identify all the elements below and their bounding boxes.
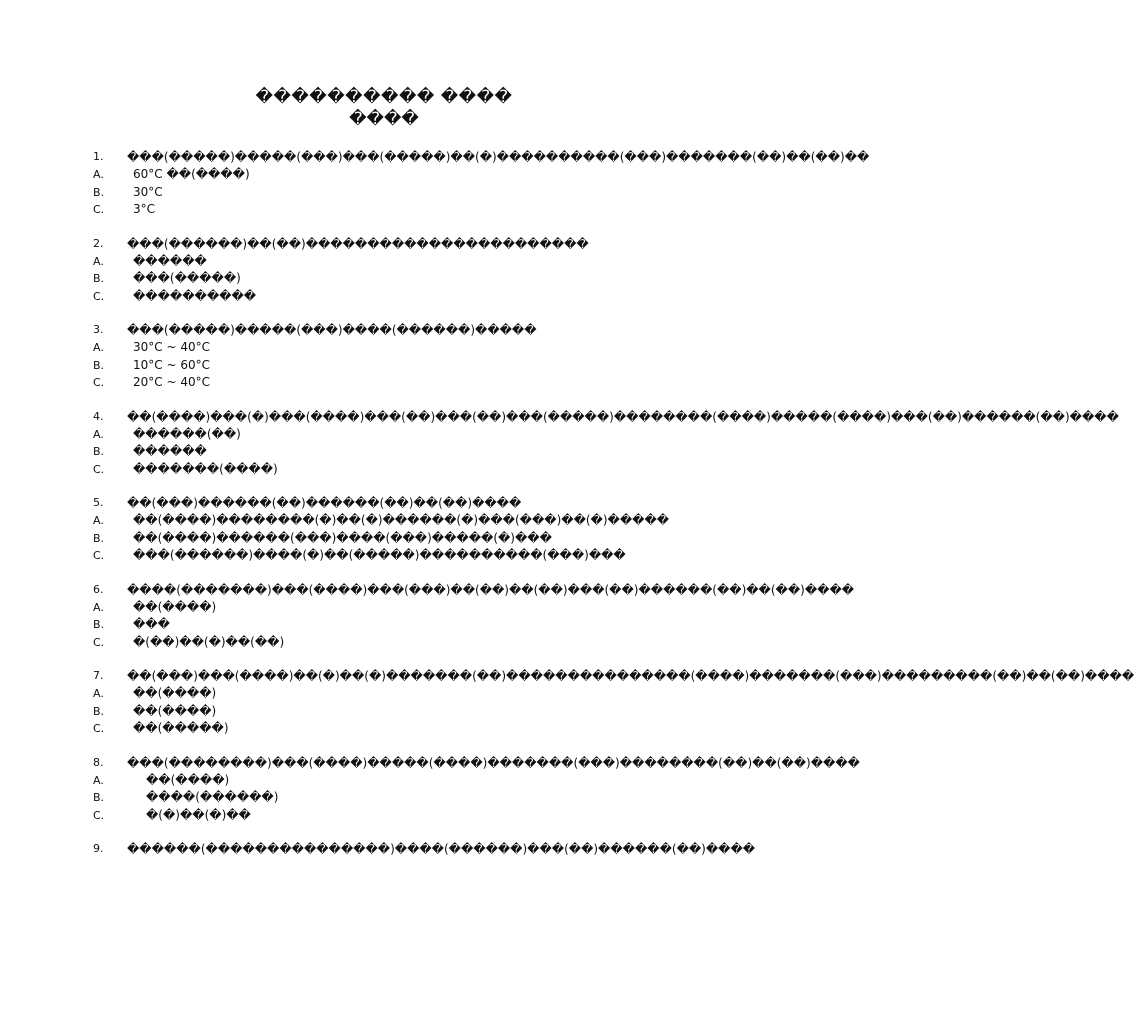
option-text: ��(����)	[133, 686, 217, 700]
answer-option	[93, 339, 675, 357]
question-number: 5.	[93, 496, 104, 509]
option-letter: C.	[93, 549, 105, 562]
option-letter: C.	[93, 635, 105, 649]
answer-option	[93, 270, 675, 288]
option-letter: B.	[93, 791, 105, 804]
answer-option	[93, 634, 675, 652]
answer-option	[93, 461, 675, 479]
option-letter: A.	[93, 687, 104, 700]
document-subtitle: ����	[349, 109, 419, 129]
document-header	[0, 86, 768, 130]
question-list	[93, 148, 1134, 874]
option-letter: A.	[93, 427, 104, 441]
answer-option	[93, 685, 675, 703]
option-text: ��(����)��������(�)��(�)������(�)���(���)��(�)�����	[133, 513, 670, 527]
question-stem	[93, 235, 675, 253]
question-item	[93, 235, 675, 306]
option-letter: A.	[93, 773, 104, 787]
option-text: ��(����)	[133, 703, 217, 718]
option-text: 10°C ~ 60°C	[133, 357, 210, 372]
question-stem	[93, 667, 1134, 685]
question-text: ���(������)��(��)�����������������������	[127, 236, 589, 251]
option-text: ������(��)	[133, 426, 241, 441]
question-text: ��(����)���(�)���(����)���(��)���(��)���(�����)��������(����)�����(����)���(��)������(��)����	[127, 409, 1119, 424]
option-text: ����������	[133, 288, 257, 303]
answer-option	[93, 253, 675, 271]
option-text: �(��)��(�)��(��)	[133, 634, 285, 649]
option-letter: A.	[93, 168, 104, 181]
answer-option	[93, 720, 675, 738]
option-letter: C.	[93, 808, 105, 822]
question-item	[93, 494, 675, 565]
question-stem	[93, 581, 855, 599]
answer-option	[93, 703, 675, 721]
option-letter: A.	[93, 514, 104, 527]
option-letter: A.	[93, 600, 104, 614]
option-letter: B.	[93, 185, 105, 199]
option-text: ���(�����)	[133, 271, 241, 285]
answer-option	[93, 807, 675, 825]
option-text: ��(����)	[133, 599, 217, 614]
option-text: 60°C ��(����)	[133, 167, 250, 181]
question-text: ������(���������������)����(������)���(��)������(��)����	[127, 842, 756, 856]
question-item	[93, 148, 870, 219]
option-letter: A.	[93, 341, 104, 354]
option-text: ������	[133, 253, 207, 268]
question-item	[93, 408, 1119, 479]
option-letter: C.	[93, 462, 105, 476]
question-number: 2.	[93, 236, 104, 250]
answer-option	[93, 512, 675, 530]
option-text: ���	[133, 617, 170, 631]
option-letter: B.	[93, 272, 105, 285]
option-letter: C.	[93, 722, 105, 735]
question-item	[93, 667, 1134, 738]
answer-option	[93, 374, 675, 392]
answer-option	[93, 201, 675, 219]
answer-option	[93, 184, 675, 202]
option-text: �������(����)	[133, 461, 278, 476]
question-item	[93, 581, 855, 652]
option-text: 20°C ~ 40°C	[133, 375, 210, 389]
answer-option	[93, 616, 675, 634]
option-letter: B.	[93, 358, 105, 372]
option-text: ��(�����)	[133, 721, 229, 735]
question-text: ���(�����)�����(���)���(�����)��(�)����������(���)�������(��)��(��)��	[127, 150, 870, 164]
document-title: ���������� ����	[255, 87, 513, 107]
question-number: 1.	[93, 150, 104, 163]
question-number: 9.	[93, 842, 104, 855]
question-stem	[93, 494, 675, 512]
option-text: ���(������)����(�)��(�����)����������(���)���	[133, 548, 626, 562]
answer-option	[93, 772, 675, 790]
question-number: 8.	[93, 755, 104, 769]
option-text: 3°C	[133, 202, 156, 216]
answer-option	[93, 357, 675, 375]
option-letter: C.	[93, 376, 105, 389]
option-letter: C.	[93, 203, 105, 216]
option-text: 30°C ~ 40°C	[133, 340, 210, 354]
question-text: ���(��������)���(����)�����(����)�������(���)��������(��)��(��)����	[127, 755, 860, 770]
question-text: ��(���)������(��)������(��)��(��)����	[127, 496, 522, 510]
option-text: �(�)��(�)��	[146, 807, 251, 822]
question-stem	[93, 754, 860, 772]
answer-option	[93, 789, 675, 807]
answer-option	[93, 530, 675, 548]
option-letter: B.	[93, 704, 105, 718]
option-letter: A.	[93, 254, 104, 268]
question-number: 7.	[93, 669, 104, 682]
question-item	[93, 840, 756, 858]
question-stem	[93, 321, 675, 339]
question-number: 3.	[93, 323, 104, 336]
answer-option	[93, 288, 675, 306]
option-text: ������	[133, 444, 207, 458]
question-text: ��(���)���(����)��(�)��(�)�������(��)���������������(����)�������(���)���������(��)��(��)����	[127, 669, 1134, 683]
option-text: 30°C	[133, 184, 163, 199]
option-letter: B.	[93, 618, 105, 631]
answer-option	[93, 547, 675, 565]
question-number: 4.	[93, 409, 104, 423]
answer-option	[93, 599, 675, 617]
question-item	[93, 754, 860, 825]
question-item	[93, 321, 675, 392]
question-number: 6.	[93, 582, 104, 596]
question-text: ����(�������)���(����)���(���)��(��)��(��)���(��)������(��)��(��)����	[127, 582, 855, 597]
option-letter: B.	[93, 531, 105, 545]
answer-option	[93, 166, 675, 184]
option-text: ��(����)������(���)����(���)�����(�)���	[133, 530, 552, 545]
option-text: ��(����)	[146, 772, 230, 787]
answer-option	[93, 443, 675, 461]
answer-option	[93, 426, 675, 444]
question-stem	[93, 408, 1119, 426]
option-letter: B.	[93, 445, 105, 458]
question-text: ���(�����)�����(���)����(������)�����	[127, 323, 537, 337]
question-stem	[93, 840, 756, 858]
option-text: ����(������)	[146, 790, 279, 804]
question-stem	[93, 148, 870, 166]
option-letter: C.	[93, 289, 105, 303]
